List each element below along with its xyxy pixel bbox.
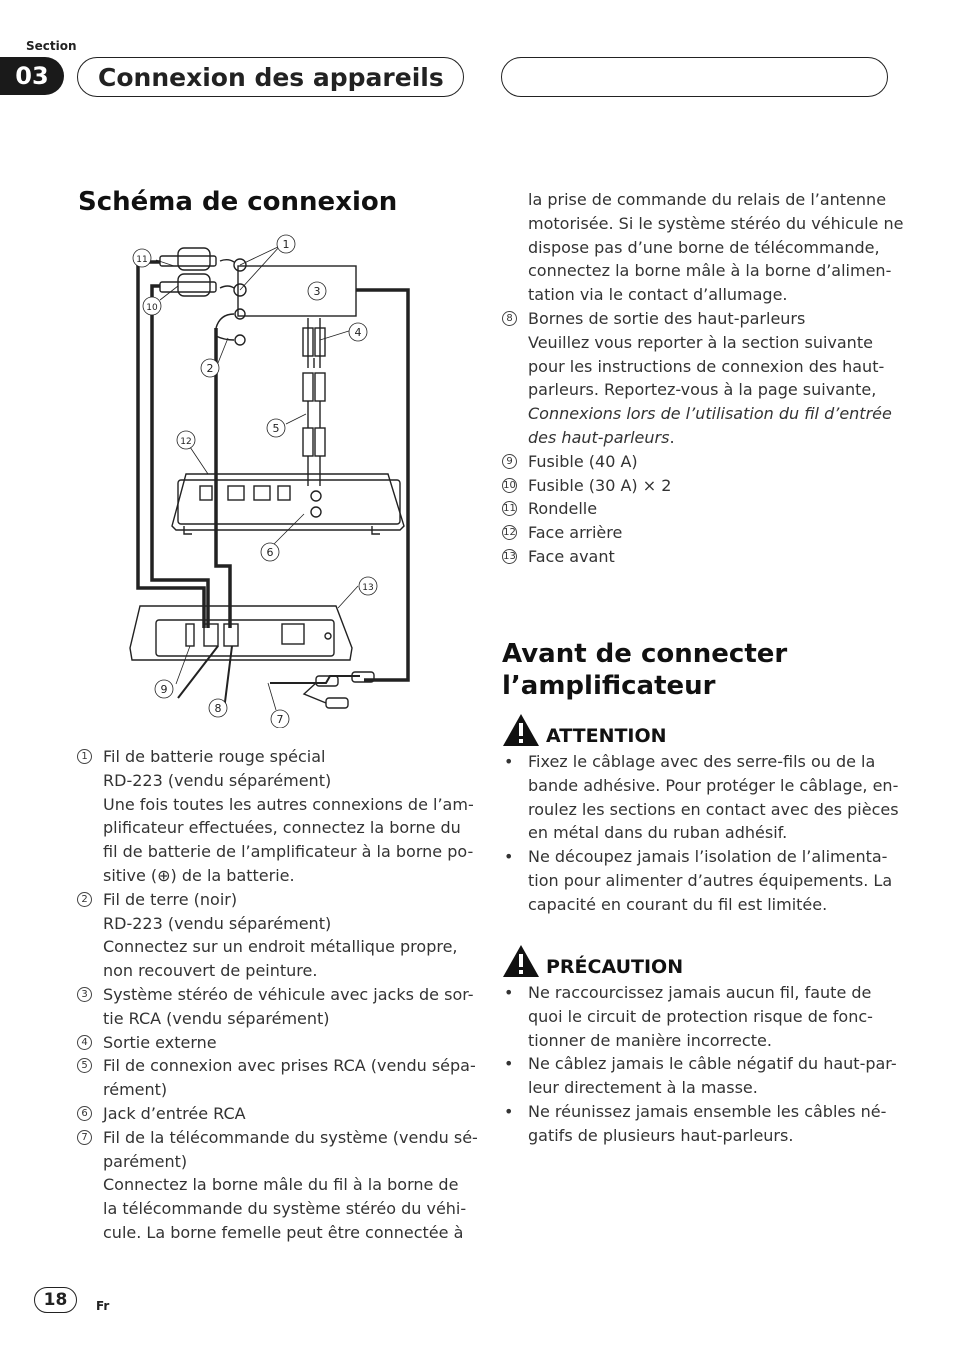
callout-12: [177, 431, 195, 449]
legend-item-12: [502, 521, 902, 545]
text-line: fil de batterie de l’amplificateur à la borne po-: [103, 842, 474, 862]
text-line: Une fois toutes les autres connexions de l’am-: [103, 794, 474, 814]
callout-4: [349, 323, 367, 341]
text-line: • Ne câblez jamais le câble négatif du haut-par-: [528, 1054, 897, 1074]
text-line: Veuillez vous reporter à la section suivante: [528, 332, 873, 352]
bullet-item: [502, 1052, 902, 1100]
callout-3: [308, 282, 326, 300]
italic-tail: .: [669, 427, 675, 447]
text-line: la télécommande du système stéréo du véhi-: [103, 1199, 467, 1219]
text-line: tion pour alimenter d’autres équipements. La: [528, 870, 893, 890]
legend-item-5: [77, 1054, 476, 1102]
language-code: Fr: [96, 1299, 110, 1313]
text-line: Fil de la télécommande du système (vendu sé-: [103, 1127, 478, 1147]
fuse-holder-top: [178, 248, 210, 270]
text-line: capacité en courant du fil est limitée.: [528, 894, 828, 914]
svg-text:5: 5: [272, 422, 280, 435]
text-line: tie RCA (vendu séparément): [103, 1008, 330, 1028]
text-line: Fusible (30 A) × 2: [528, 475, 672, 495]
text-line: leur directement à la masse.: [528, 1078, 758, 1098]
callout-7: [271, 710, 289, 728]
bullet-item: [502, 750, 902, 845]
italic-reference: Connexions lors de l’utilisation du fil d’entrée: [528, 404, 892, 424]
text-line: cule. La borne femelle peut être connectée à: [103, 1222, 464, 1242]
legend-item-1: [77, 745, 474, 888]
item-number-badge: 8: [502, 311, 517, 326]
svg-text:4: 4: [354, 326, 362, 339]
text-line: Sortie externe: [103, 1032, 217, 1052]
text-line: bande adhésive. Pour protéger le câblage, en-: [528, 775, 899, 795]
text-line: rément): [103, 1080, 168, 1100]
item-number-badge: 12: [503, 527, 516, 539]
precaution-label: PRÉCAUTION: [546, 956, 684, 978]
section-label: Section: [26, 39, 77, 53]
item-number-badge: 13: [503, 550, 516, 562]
legend-item-13: [502, 545, 902, 569]
heading-avant: Avant de connecter l’amplificateur: [502, 639, 788, 701]
text-line: dispose pas d’une borne de télécommande,: [528, 237, 880, 257]
callout-5: [267, 419, 285, 437]
attention-label: ATTENTION: [546, 725, 667, 747]
legend-item-9: [502, 450, 902, 474]
svg-text:7: 7: [276, 713, 284, 726]
text-line: plificateur effectuées, connectez la borne du: [103, 818, 461, 838]
left-legend-list: [77, 745, 478, 1245]
text-line: Fil de connexion avec prises RCA (vendu sépa-: [103, 1056, 476, 1076]
bullet-item: [502, 981, 902, 1052]
svg-text:11: 11: [136, 255, 148, 265]
text-line: • Ne réunissez jamais ensemble les câbles né-: [528, 1101, 887, 1121]
fuse-holder-bottom: [178, 274, 210, 296]
heading-schema: Schéma de connexion: [78, 187, 398, 217]
bullet-item: [502, 1100, 902, 1148]
text-line: Face arrière: [528, 523, 623, 543]
section-number-badge: 03: [0, 57, 64, 95]
text-line: parleurs. Reportez-vous à la page suivante,: [528, 380, 877, 400]
text-line: Fil de terre (noir): [103, 889, 238, 909]
italic-reference: des haut-parleurs: [528, 427, 670, 447]
legend-item-8: [502, 307, 902, 450]
text-line: Bornes de sortie des haut-parleurs: [528, 308, 806, 328]
callout-6: [261, 543, 279, 561]
text-line: RD-223 (vendu séparément): [103, 770, 332, 790]
text-line: Jack d’entrée RCA: [103, 1103, 246, 1123]
text-line: Connectez la borne mâle du fil à la borne de: [103, 1175, 459, 1195]
callout-13: [359, 577, 377, 595]
text-line: Connectez sur un endroit métallique propre,: [103, 937, 458, 957]
right-legend-list: [502, 188, 902, 569]
amp-rear-face: [172, 474, 404, 530]
text-line: connectez la borne mâle à la borne d’alimen-: [528, 261, 892, 281]
text-line: [528, 402, 902, 426]
text-line: motorisée. Si le système stéréo du véhicule ne: [528, 213, 904, 233]
text-line: roulez les sections en contact avec des pièces: [528, 799, 899, 819]
svg-text:8: 8: [214, 702, 222, 715]
amp-front-face: [130, 606, 352, 660]
section-blank-box: [501, 57, 888, 97]
svg-text:13: 13: [362, 583, 374, 593]
legend-item-4: [77, 1031, 467, 1055]
text-line: Rondelle: [528, 499, 598, 519]
text-line: • Ne raccourcissez jamais aucun fil, faute de: [528, 983, 872, 1002]
bullet-item: [502, 845, 902, 916]
legend-item-3: [77, 983, 474, 1031]
text-line: la prise de commande du relais de l’antenne: [528, 190, 887, 209]
text-line: non recouvert de peinture.: [103, 961, 318, 981]
item-number-badge: 9: [502, 454, 517, 469]
text-line: en métal dans du ruban adhésif.: [528, 823, 788, 843]
item-number-badge: 2: [77, 892, 92, 907]
svg-text:6: 6: [266, 546, 274, 559]
text-line: gatifs de plusieurs haut-parleurs.: [528, 1125, 794, 1145]
callout-8: [209, 699, 227, 717]
svg-text:9: 9: [160, 683, 168, 696]
text-line: tation via le contact d’allumage.: [528, 285, 788, 305]
page-number: 18: [34, 1287, 77, 1313]
text-line: Fil de batterie rouge spécial: [103, 747, 326, 766]
item-number-badge: 11: [503, 503, 516, 515]
connection-diagram: [120, 228, 420, 728]
callout-10: [143, 297, 161, 315]
text-line: Système stéréo de véhicule avec jacks de sor-: [103, 984, 474, 1004]
precaution-bullets: [502, 981, 902, 1148]
text-line: parément): [103, 1151, 188, 1171]
callout-2: [201, 359, 219, 377]
text-line: quoi le circuit de protection risque de fonc-: [528, 1006, 873, 1026]
text-line: tionner de manière incorrecte.: [528, 1030, 772, 1050]
legend-item-10: [502, 474, 902, 498]
text-line: Fusible (40 A): [528, 451, 638, 471]
callout-11: [133, 249, 151, 267]
warning-icon: [502, 944, 540, 978]
callout-1: [277, 235, 295, 253]
legend-item-2: [77, 888, 467, 983]
text-line: sitive (⊕) de la batterie.: [103, 865, 295, 885]
car-stereo-box: [238, 266, 356, 316]
section-title: Connexion des appareils: [77, 57, 464, 97]
text-line: RD-223 (vendu séparément): [103, 913, 332, 933]
item-number-badge: 3: [77, 987, 92, 1002]
text-line: Face avant: [528, 546, 615, 566]
legend-continuation: [502, 188, 902, 307]
text-line: • Ne découpez jamais l’isolation de l’alimenta-: [528, 847, 888, 867]
precaution-title: [502, 944, 683, 978]
item-number-badge: 7: [77, 1130, 92, 1145]
text-line: pour les instructions de connexion des haut-: [528, 356, 885, 376]
item-number-badge: 4: [77, 1035, 92, 1050]
attention-title: [502, 713, 667, 747]
attention-bullets: [502, 750, 902, 917]
svg-text:12: 12: [180, 437, 192, 447]
item-number-badge: 6: [77, 1106, 92, 1121]
callout-9: [155, 680, 173, 698]
warning-icon: [502, 713, 540, 747]
text-line: • Fixez le câblage avec des serre-fils ou de la: [528, 752, 876, 771]
legend-item-11: [502, 497, 902, 521]
svg-text:2: 2: [206, 362, 214, 375]
text-line: [528, 426, 902, 450]
item-number-badge: 5: [77, 1058, 92, 1073]
svg-text:1: 1: [282, 238, 290, 251]
item-number-badge: 1: [77, 749, 92, 764]
legend-item-7: [77, 1126, 478, 1245]
svg-text:3: 3: [313, 285, 321, 298]
legend-item-6: [77, 1102, 467, 1126]
item-number-badge: 10: [503, 479, 516, 491]
svg-text:10: 10: [146, 303, 158, 313]
